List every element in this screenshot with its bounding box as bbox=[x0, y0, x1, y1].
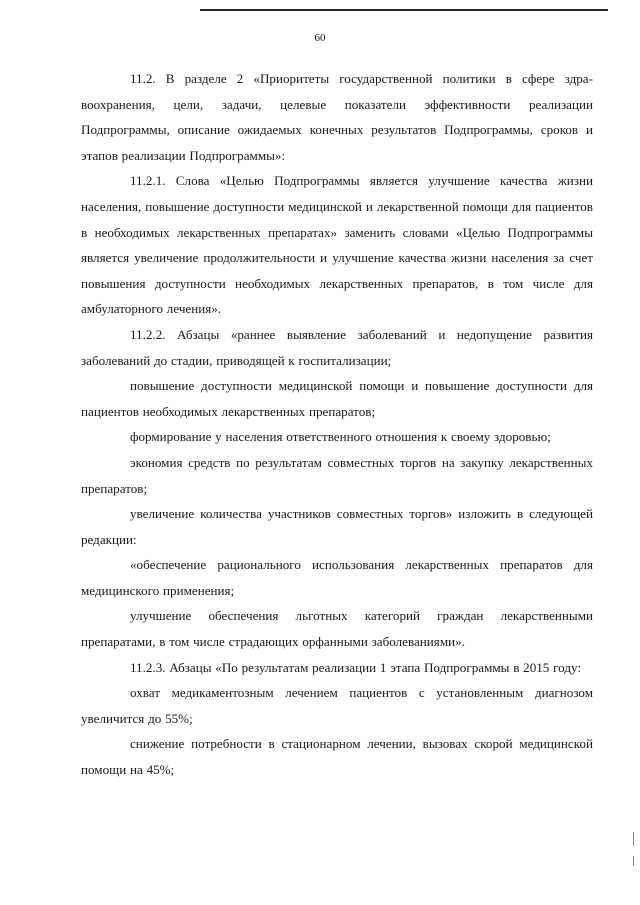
paragraph-coverage: охват медикаментозным лечением пациентов с установленным диагнозом увеличится до 55%; bbox=[81, 685, 593, 726]
paragraph-participants: увеличение количества участников совместных торгов» изложить в следующей редакции: bbox=[81, 506, 593, 547]
paragraph-rational-use: «обеспечение рационального использования лекарственных препаратов для медицинского применения; bbox=[81, 557, 593, 598]
scan-artifact bbox=[633, 856, 634, 866]
scan-artifact bbox=[633, 832, 634, 846]
paragraph-access: повышение доступности медицинской помощи и повышение доступности для пациентов необходимых лекарственных препаратов; bbox=[81, 378, 593, 419]
paragraph-reduction: снижение потребности в стационарном лечении, вызовах скорой медицинской помощи на 45%; bbox=[81, 736, 593, 778]
paragraph-attitude: формирование у населения ответственного отношения к своему здоровью; bbox=[130, 429, 551, 445]
header-rule bbox=[200, 9, 608, 11]
paragraph-11-2-2: 11.2.2. Абзацы «раннее выявление заболеваний и недопущение развития заболеваний до стадии, приводящей к госпитализации; bbox=[81, 326, 593, 368]
page-number: 60 bbox=[314, 32, 326, 44]
paragraph-savings: экономия средств по результатам совместных торгов на закупку лекарственных препаратов; bbox=[81, 454, 593, 496]
paragraph-benefits: улучшение обеспечения льготных категорий граждан лекарственными препаратами, в том числе страдающих орфанными заболеваниями». bbox=[81, 608, 593, 650]
paragraph-11-2: 11.2. В разделе 2 «Приоритеты государственной политики в сфере здравоохранения, цели, задачи, целевые показатели эффективности реализации Подпрограммы, описание ожидаемых конечных результатов Подпрограммы, сроков и этапов реализации Подпрограммы»: bbox=[81, 71, 593, 163]
document-body bbox=[81, 66, 593, 783]
paragraph-11-2-1: 11.2.1. Слова «Целью Подпрограммы является улучшение качества жизни населения, повышение доступности медицинской и лекарственной помощи для пациентов в необходимых лекарственных препаратах» заменить словами «Целью Подпрограммы является увеличение продолжительности и улучшение качества жизни населения за счет повышения доступности необходимых лекарственных препаратов, в том числе для амбулаторного лечения». bbox=[81, 173, 593, 317]
paragraph-11-2-3: 11.2.3. Абзацы «По результатам реализации 1 этапа Подпрограммы в 2015 году: bbox=[130, 659, 582, 675]
